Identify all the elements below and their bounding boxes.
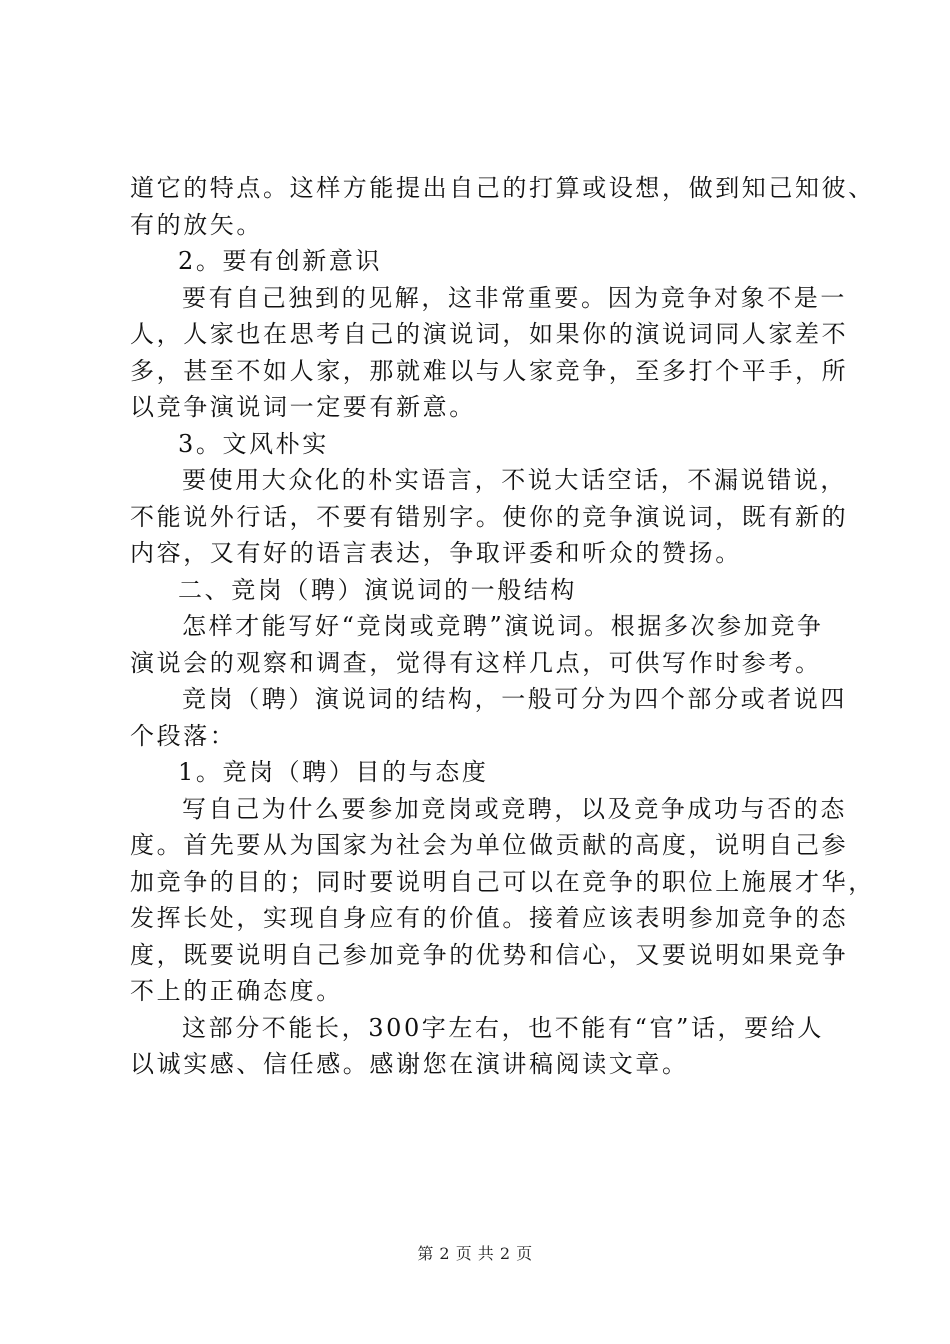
text-line: 怎样才能写好“竞岗或竞聘”演说词。根据多次参加竞争 <box>182 612 824 640</box>
page-number-footer: 第 2 页 共 2 页 <box>417 1244 533 1263</box>
text-line: 不上的正确态度。 <box>130 977 343 1005</box>
text-line: 以竞争演说词一定要有新意。 <box>130 393 476 421</box>
section-heading: 3。文风朴实 <box>178 429 329 458</box>
text-line: 不能说外行话，不要有错别字。使你的竞争演说词，既有新的 <box>130 502 849 531</box>
text-line: 发挥长处，实现自身应有的价值。接着应该表明参加竞争的态 <box>130 904 849 932</box>
text-line: 要使用大众化的朴实语言，不说大话空话，不漏说错说， <box>182 466 847 494</box>
document-body <box>130 170 875 1083</box>
text-line: 这部分不能长，300字左右，也不能有“官”话，要给人 <box>182 1013 824 1042</box>
section-heading: 二、竞岗（聘）演说词的一般结构 <box>178 575 577 604</box>
text-line: 道它的特点。这样方能提出自己的打算或设想，做到知己知彼、 <box>130 174 875 202</box>
text-line: 度。首先要从为国家为社会为单位做贡献的高度，说明自己参 <box>130 831 849 859</box>
text-line: 有的放矢。 <box>130 210 263 239</box>
text-line: 演说会的观察和调查，觉得有这样几点，可供写作时参考。 <box>130 648 822 677</box>
text-line: 以诚实感、信任感。感谢您在演讲稿阅读文章。 <box>130 1050 689 1078</box>
text-line: 度，既要说明自己参加竞争的优势和信心，又要说明如果竞争 <box>130 940 849 969</box>
section-heading: 2。要有创新意识 <box>178 247 383 275</box>
text-line: 加竞争的目的；同时要说明自己可以在竞争的职位上施展才华， <box>130 867 875 896</box>
text-line: 多，甚至不如人家，那就难以与人家竞争，至多打个平手，所 <box>130 356 849 385</box>
section-heading: 1。竞岗（聘）目的与态度 <box>178 758 489 786</box>
text-line: 写自己为什么要参加竞岗或竞聘，以及竞争成功与否的态 <box>182 794 847 823</box>
text-line: 要有自己独到的见解，这非常重要。因为竞争对象不是一 <box>182 283 847 312</box>
text-line: 竞岗（聘）演说词的结构，一般可分为四个部分或者说四 <box>182 685 847 713</box>
text-line: 个段落： <box>130 721 237 750</box>
text-line: 内容，又有好的语言表达，争取评委和听众的赞扬。 <box>130 539 742 567</box>
text-line: 人，人家也在思考自己的演说词，如果你的演说词同人家差不 <box>130 320 849 348</box>
